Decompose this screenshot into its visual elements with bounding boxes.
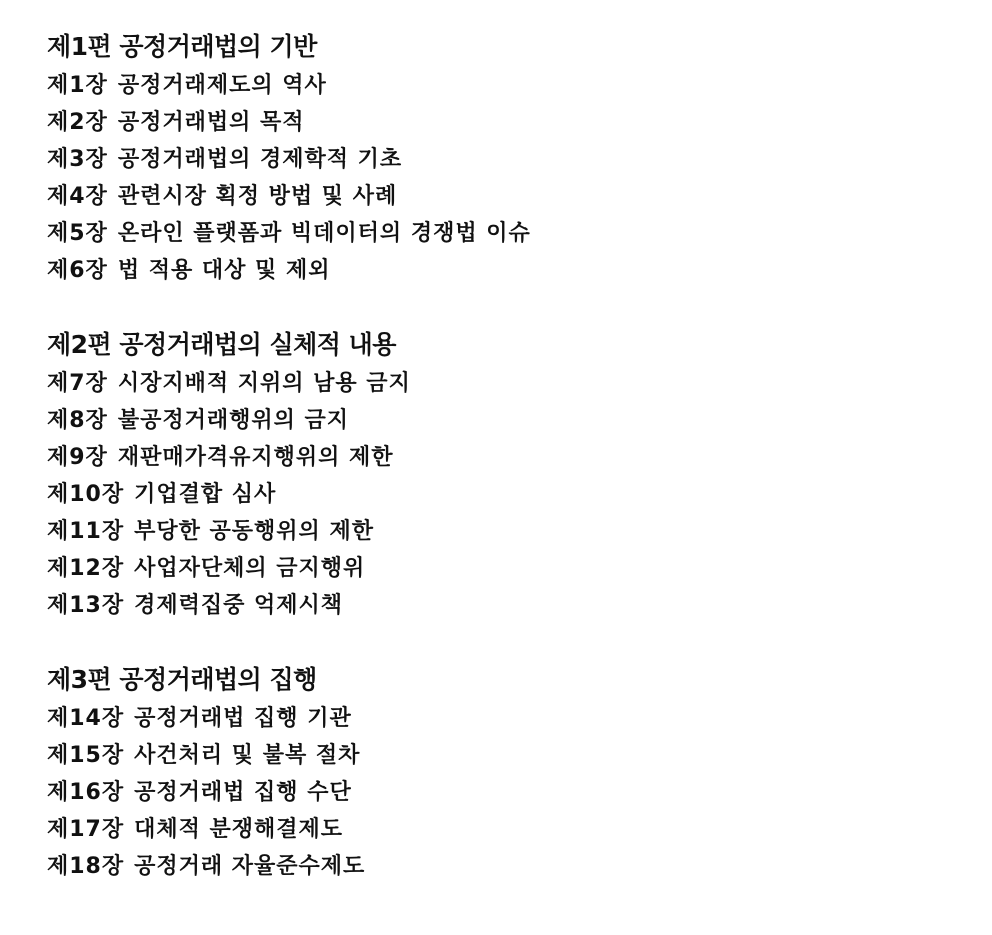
chapter-number: 제16장 bbox=[47, 780, 125, 805]
chapter-item bbox=[47, 365, 967, 402]
chapter-title: 공정거래 자율준수제도 bbox=[134, 854, 366, 879]
chapter-title: 기업결합 심사 bbox=[134, 482, 277, 507]
part-title: 제2편 공정거래법의 실체적 내용 bbox=[47, 330, 396, 359]
chapter-number: 제4장 bbox=[47, 184, 108, 209]
chapter-title: 사업자단체의 금지행위 bbox=[134, 556, 366, 581]
part-3 bbox=[47, 660, 967, 885]
part-1 bbox=[47, 27, 967, 289]
part-title: 제1편 공정거래법의 기반 bbox=[47, 32, 317, 61]
chapter-item bbox=[47, 104, 967, 141]
chapter-item bbox=[47, 811, 967, 848]
chapter-number: 제13장 bbox=[47, 593, 125, 618]
chapter-title: 시장지배적 지위의 남용 금지 bbox=[117, 371, 411, 396]
chapter-number: 제14장 bbox=[47, 706, 125, 731]
chapter-number: 제3장 bbox=[47, 147, 108, 172]
chapter-number: 제10장 bbox=[47, 482, 125, 507]
chapter-item bbox=[47, 587, 967, 624]
chapter-item bbox=[47, 141, 967, 178]
chapter-item bbox=[47, 513, 967, 550]
chapter-title: 법 적용 대상 및 제외 bbox=[117, 258, 331, 283]
chapter-item bbox=[47, 67, 967, 104]
chapter-number: 제5장 bbox=[47, 221, 108, 246]
chapter-number: 제15장 bbox=[47, 743, 125, 768]
chapter-number: 제9장 bbox=[47, 445, 108, 470]
chapter-item bbox=[47, 178, 967, 215]
chapter-title: 대체적 분쟁해결제도 bbox=[134, 817, 344, 842]
chapter-item bbox=[47, 252, 967, 289]
chapter-item bbox=[47, 848, 967, 885]
chapter-number: 제1장 bbox=[47, 73, 108, 98]
chapter-item bbox=[47, 476, 967, 513]
chapter-title: 온라인 플랫폼과 빅데이터의 경쟁법 이슈 bbox=[117, 221, 531, 246]
chapter-number: 제17장 bbox=[47, 817, 125, 842]
chapter-number: 제6장 bbox=[47, 258, 108, 283]
chapter-item bbox=[47, 550, 967, 587]
chapter-title: 경제력집중 억제시책 bbox=[134, 593, 344, 618]
chapter-number: 제2장 bbox=[47, 110, 108, 135]
chapter-number: 제18장 bbox=[47, 854, 125, 879]
part-2 bbox=[47, 325, 967, 624]
chapter-item bbox=[47, 439, 967, 476]
chapter-number: 제7장 bbox=[47, 371, 108, 396]
chapter-title: 공정거래법 집행 기관 bbox=[134, 706, 352, 731]
chapter-title: 공정거래법의 목적 bbox=[117, 110, 305, 135]
chapter-title: 부당한 공동행위의 제한 bbox=[134, 519, 374, 544]
chapter-item bbox=[47, 774, 967, 811]
part-title: 제3편 공정거래법의 집행 bbox=[47, 665, 317, 694]
chapter-item bbox=[47, 737, 967, 774]
table-of-contents bbox=[47, 27, 967, 885]
chapter-number: 제12장 bbox=[47, 556, 125, 581]
chapter-title: 관련시장 획정 방법 및 사례 bbox=[117, 184, 398, 209]
chapter-item bbox=[47, 402, 967, 439]
chapter-title: 사건처리 및 불복 절차 bbox=[134, 743, 361, 768]
chapter-title: 공정거래법의 경제학적 기초 bbox=[117, 147, 403, 172]
chapter-item bbox=[47, 700, 967, 737]
chapter-number: 제11장 bbox=[47, 519, 125, 544]
chapter-title: 재판매가격유지행위의 제한 bbox=[117, 445, 394, 470]
chapter-title: 공정거래법 집행 수단 bbox=[134, 780, 352, 805]
chapter-number: 제8장 bbox=[47, 408, 108, 433]
chapter-title: 불공정거래행위의 금지 bbox=[117, 408, 349, 433]
chapter-title: 공정거래제도의 역사 bbox=[117, 73, 327, 98]
chapter-item bbox=[47, 215, 967, 252]
